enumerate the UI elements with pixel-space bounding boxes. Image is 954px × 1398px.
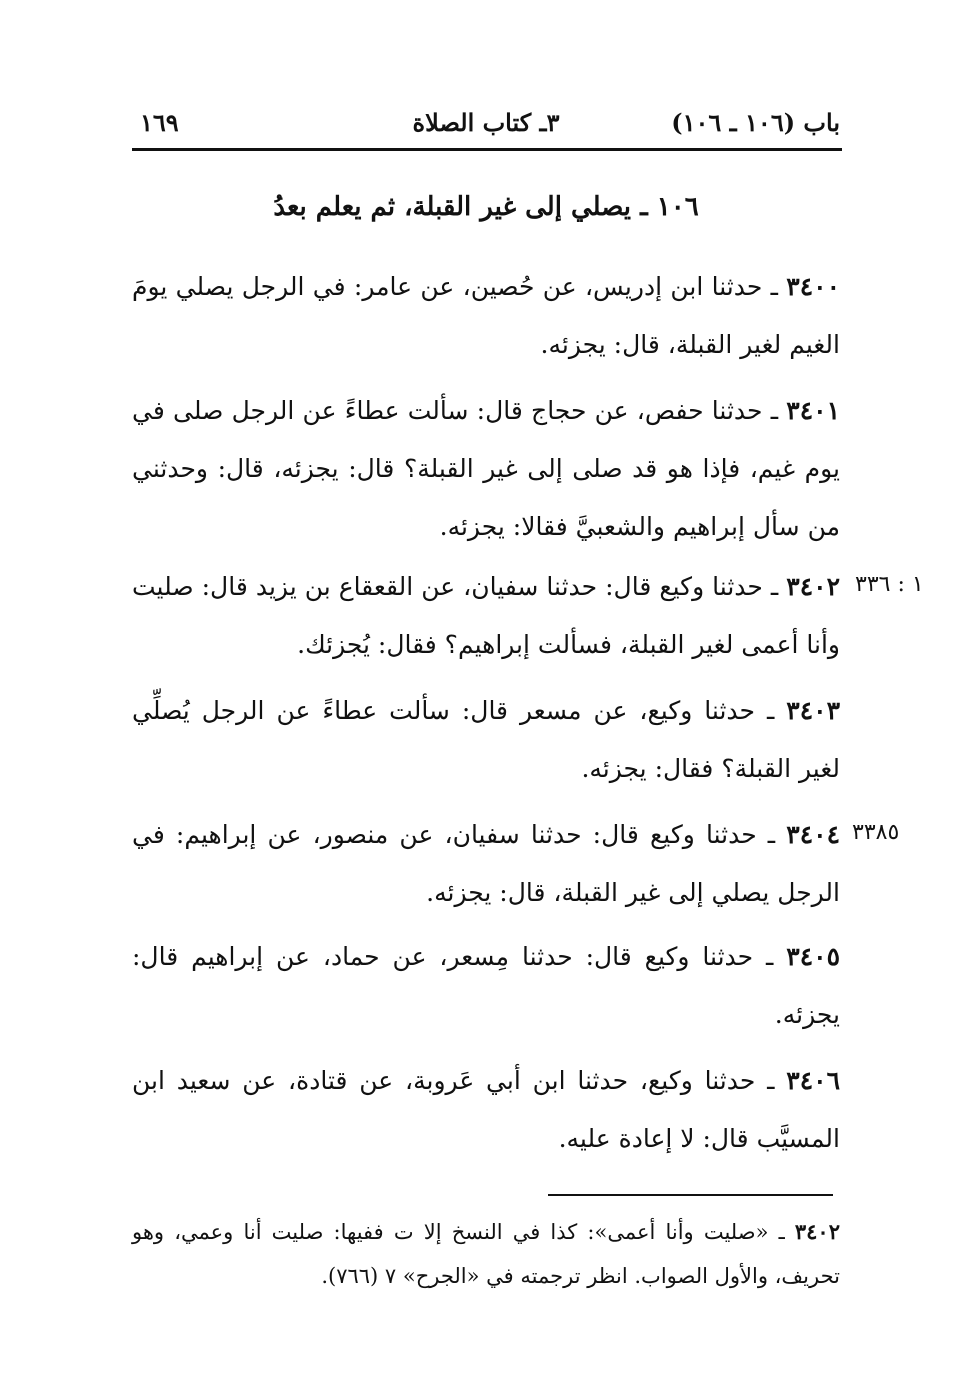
margin-ref-cross-number: ٣٣٨٥ (852, 820, 900, 845)
running-header (132, 108, 840, 148)
hadith-3403 (132, 682, 840, 798)
hadith-text: ـ حدثنا وكيع قال: حدثنا سفيان، عن القعقاع بن يزيد قال: صليت وأنا أعمى لغير القبلة، فسألت إبراهيم؟ فقال: يُجزئك. (132, 572, 840, 659)
hadith-text: ـ حدثنا وكيع، حدثنا ابن أبي عَروبة، عن قتادة، عن سعيد ابن المسيَّب قال: لا إعادة عليه. (132, 1066, 840, 1153)
hadith-text: ـ حدثنا حفص، عن حجاج قال: سألت عطاءً عن الرجل صلى في يوم غيم، فإذا هو قد صلى إلى غير القبلة؟ قال: يجزئه، قال: وحدثني من سأل إبراهيم والشعبيَّ فقالا: يجزئه. (132, 396, 840, 541)
margin-ref-volume-page: ١ : ٣٣٦ (855, 572, 924, 597)
hadith-3406 (132, 1052, 840, 1168)
chapter-title: ١٠٦ ـ يصلي إلى غير القبلة، ثم يعلم بعدُ (273, 192, 699, 222)
hadith-text: ـ حدثنا وكيع قال: حدثنا مِسعر، عن حماد، عن إبراهيم قال: يجزئه. (132, 942, 840, 1029)
hadith-3400 (132, 258, 840, 374)
footnote-separator (548, 1194, 833, 1196)
footnote (132, 1210, 840, 1298)
hadith-text: ـ حدثنا وكيع قال: حدثنا سفيان، عن منصور، عن إبراهيم: في الرجل يصلي إلى غير القبلة، قال: يجزئه. (132, 820, 840, 907)
footnote-text: ـ «صليت وأنا أعمى»: كذا في النسخ إلا ت ففيها: صليت أنا وعمي، وهو تحريف، والأول الصواب. انظر ترجمته في «الجرح» ٧ (٧٦٦). (132, 1220, 840, 1288)
header-section-range: باب (١٠٦ ـ ١٠٦) (671, 108, 840, 137)
hadith-number: ٣٤٠٥ (786, 942, 840, 971)
hadith-number: ٣٤٠٢ (786, 572, 840, 601)
hadith-text: ـ حدثنا ابن إدريس، عن حُصين، عن عامر: في الرجل يصلي يومَ الغيم لغير القبلة، قال: يجزئه. (132, 272, 840, 359)
header-rule (132, 148, 842, 151)
hadith-number: ٣٤٠٦ (786, 1066, 840, 1095)
header-book-title: ٣ـ كتاب الصلاة (412, 108, 560, 137)
hadith-number: ٣٤٠١ (786, 396, 840, 425)
hadith-number: ٣٤٠٤ (786, 820, 840, 849)
page-number: ١٦٩ (140, 108, 179, 137)
hadith-number: ٣٤٠٣ (786, 696, 840, 725)
hadith-3404 (132, 806, 840, 922)
hadith-3402 (132, 558, 840, 674)
hadith-number: ٣٤٠٠ (786, 272, 840, 301)
hadith-3401 (132, 382, 840, 556)
hadith-text: ـ حدثنا وكيع، عن مسعر قال: سألت عطاءً عن الرجل يُصلِّي لغير القبلة؟ فقال: يجزئه. (132, 696, 840, 783)
hadith-3405 (132, 928, 840, 1044)
footnote-number: ٣٤٠٢ (794, 1219, 840, 1244)
